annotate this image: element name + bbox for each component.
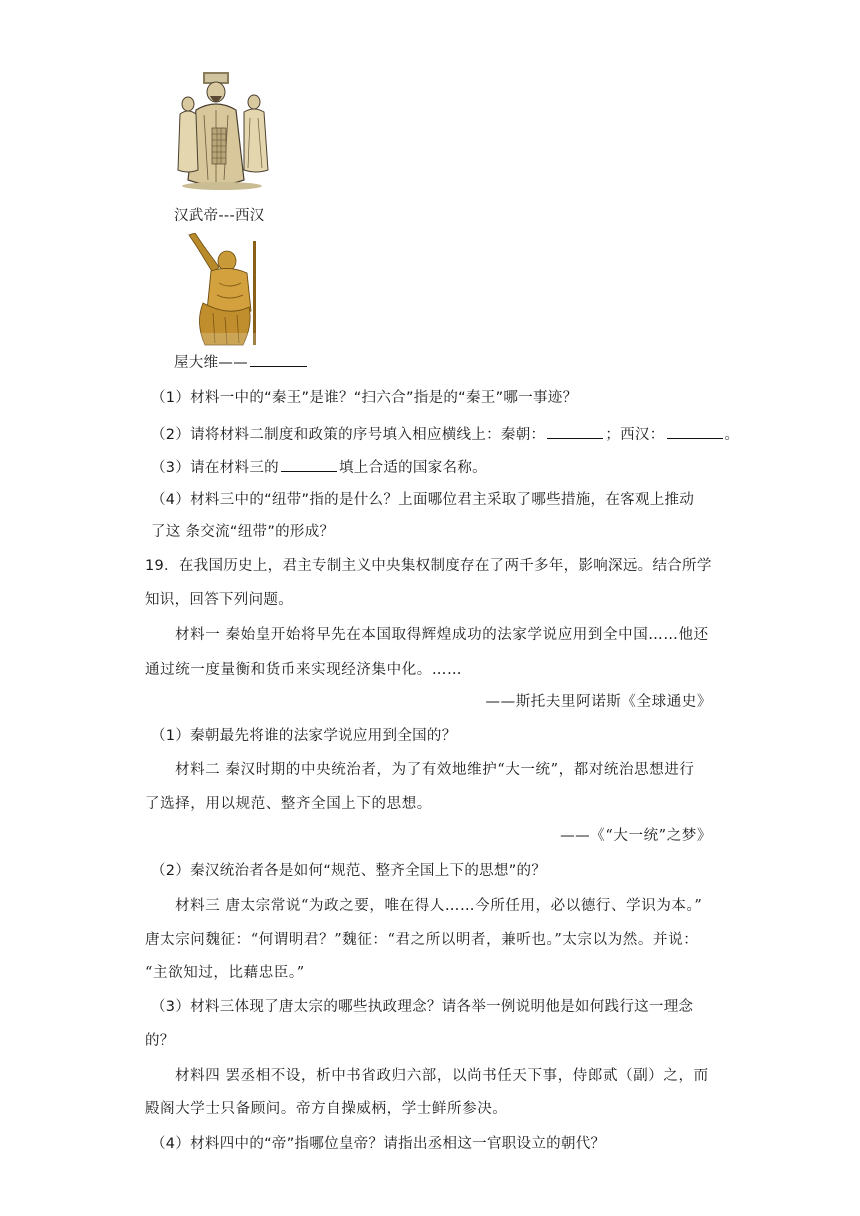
han-wudi-portrait-icon — [174, 70, 274, 194]
question-line: （3）材料三体现了唐太宗的哪些执政理念？请各举一例说明他是如何践行这一理念 — [151, 999, 694, 1015]
question-intro: 知识，回答下列问题。 — [145, 592, 293, 608]
question-line: （2）请将材料二制度和政策的序号填入相应横线上：秦朝： ；西汉： 。 — [151, 424, 739, 445]
answer-blank-qin[interactable] — [547, 424, 603, 439]
question-line: （2）秦汉统治者各是如何“规范、整齐全国上下的思想”的？ — [151, 863, 547, 879]
octavian-figure — [183, 233, 269, 349]
answer-blank-xihan[interactable] — [667, 424, 723, 439]
material-text: 殿阁大学士只备顾问。帝方自操威柄，学士鲜所参决。 — [145, 1101, 508, 1117]
material-text: 材料三 唐太宗常说“为政之要，唯在得人……今所任用，必以德行、学识为本。” — [175, 898, 703, 914]
material-text: “主欲知过，比藉忠臣。” — [145, 965, 305, 981]
figure-caption: 汉武帝---西汉 — [174, 208, 265, 224]
question-line: （4）材料四中的“帝”指哪位皇帝？请指出丞相这一官职设立的朝代？ — [151, 1136, 606, 1152]
question-intro: 19．在我国历史上，君主专制主义中央集权制度存在了两千多年，影响深远。结合所学 — [145, 558, 712, 574]
material-text: 了选择，用以规范、整齐全国上下的思想。 — [145, 796, 432, 812]
question-line: （1）材料一中的“秦王”是谁？“扫六合”指是的“秦王”哪一事迹？ — [151, 390, 578, 406]
answer-blank[interactable] — [250, 352, 307, 367]
material-source: ——斯托夫里阿诺斯《全球通史》 — [485, 694, 712, 710]
question-line: （1）秦朝最先将谁的法家学说应用到全国的？ — [151, 728, 457, 744]
question-line: 的？ — [145, 1033, 175, 1049]
material-text: 通过统一度量衡和货币来实现经济集中化。…… — [145, 662, 463, 678]
material-source: ——《“大一统”之梦》 — [560, 828, 712, 844]
material-text: 材料四 罢丞相不设，析中书省政归六部，以尚书任天下事，侍郎贰（副）之，而 — [175, 1068, 709, 1084]
answer-blank-country[interactable] — [281, 457, 337, 472]
question-line: 了这 条交流“纽带”的形成？ — [151, 524, 335, 540]
question-line: （3）请在材料三的 填上合适的国家名称。 — [151, 457, 487, 478]
figure-caption: 屋大维—— — [174, 352, 309, 373]
han-wudi-figure — [174, 70, 274, 194]
material-text: 材料二 秦汉时期的中央统治者，为了有效地维护“大一统”，都对统治思想进行 — [175, 762, 695, 778]
question-line: （4）材料三中的“纽带”指的是什么？上面哪位君主采取了哪些措施，在客观上推动 — [151, 492, 695, 508]
material-text: 材料一 秦始皇开始将早先在本国取得辉煌成功的法家学说应用到全中国……他还 — [175, 627, 709, 643]
octavian-statue-icon — [183, 233, 269, 349]
material-text: 唐太宗问魏征：“何谓明君？”魏征：“君之所以明者，兼听也。”太宗以为然。并说： — [145, 932, 699, 948]
